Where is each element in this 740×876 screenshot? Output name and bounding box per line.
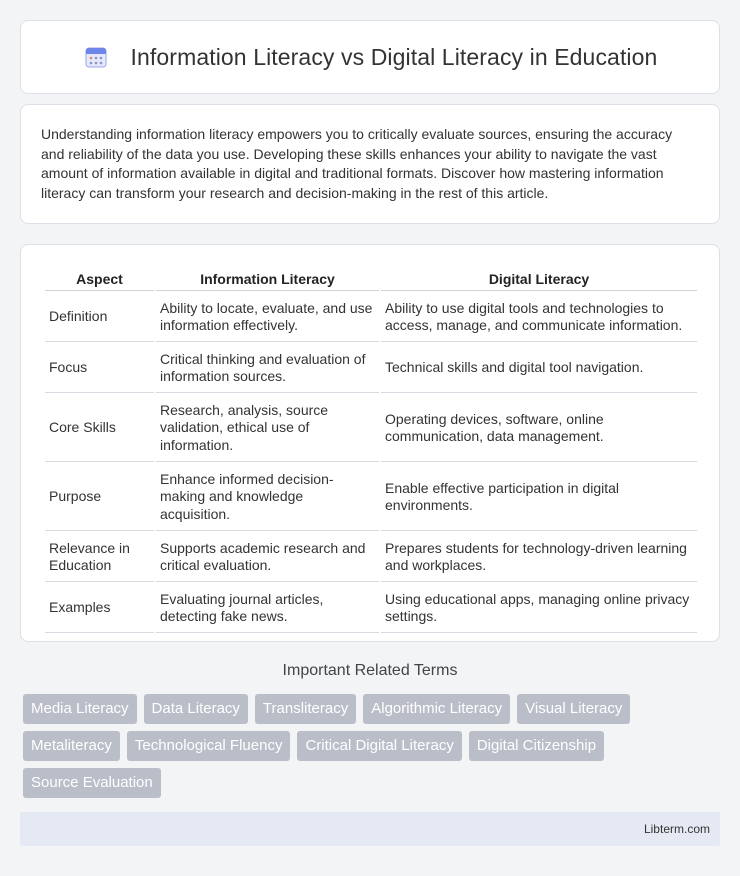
footer [20,812,720,846]
page-title: Information Literacy vs Digital Literacy in Education [130,43,658,70]
column-header: Aspect [45,267,154,291]
table-row [45,395,697,462]
related-term-tag[interactable]: Technological Fluency [127,731,291,761]
related-terms-title: Important Related Terms [282,662,458,679]
digital-literacy-cell: Ability to use digital tools and technologies to access, manage, and communicate information. [381,293,697,342]
related-term-tag[interactable]: Metaliteracy [23,731,120,761]
table-row [45,344,697,393]
related-term-tag[interactable]: Media Literacy [23,694,137,724]
digital-literacy-cell: Using educational apps, managing online privacy settings. [381,584,697,633]
column-header: Information Literacy [156,267,379,291]
aspect-cell: Examples [45,584,154,633]
table-row [45,533,697,582]
related-term-tag[interactable]: Critical Digital Literacy [297,731,461,761]
digital-literacy-cell: Operating devices, software, online communication, data management. [381,395,697,462]
comparison-card [20,244,720,642]
related-term-tag[interactable]: Visual Literacy [517,694,630,724]
table-header-row [45,267,697,291]
calendar-icon [83,44,109,70]
aspect-cell: Definition [45,293,154,342]
information-literacy-cell: Critical thinking and evaluation of information sources. [156,344,379,393]
intro-text: Understanding information literacy empowers you to critically evaluate sources, ensuring the accuracy and reliability of the data you use. Developing these skills enhances your ability to navigate the vast amount of information available in digital and traditional formats. Discover how mastering information literacy can transform your research and decision-making in the rest of this article. [41,126,673,201]
information-literacy-cell: Supports academic research and critical evaluation. [156,533,379,582]
table-row [45,464,697,531]
related-term-tag[interactable]: Algorithmic Literacy [363,694,510,724]
column-header: Digital Literacy [381,267,697,291]
aspect-cell: Core Skills [45,395,154,462]
information-literacy-cell: Enhance informed decision-making and knowledge acquisition. [156,464,379,531]
aspect-cell: Purpose [45,464,154,531]
table-row [45,293,697,342]
footer-site-link[interactable]: Libterm.com [643,822,710,836]
information-literacy-cell: Evaluating journal articles, detecting fake news. [156,584,379,633]
aspect-cell: Focus [45,344,154,393]
aspect-cell: Relevance in Education [45,533,154,582]
related-term-tag[interactable]: Transliteracy [255,694,356,724]
information-literacy-cell: Ability to locate, evaluate, and use information effectively. [156,293,379,342]
title-card [20,20,720,94]
related-term-tag[interactable]: Data Literacy [144,694,248,724]
related-term-tag[interactable]: Digital Citizenship [469,731,604,761]
related-term-tag[interactable]: Source Evaluation [23,768,161,798]
comparison-table [43,265,699,635]
information-literacy-cell: Research, analysis, source validation, ethical use of information. [156,395,379,462]
table-row [45,584,697,633]
digital-literacy-cell: Prepares students for technology-driven learning and workplaces. [381,533,697,582]
digital-literacy-cell: Enable effective participation in digital environments. [381,464,697,531]
digital-literacy-cell: Technical skills and digital tool navigation. [381,344,697,393]
intro-card [20,104,720,224]
related-terms-list [23,694,723,805]
